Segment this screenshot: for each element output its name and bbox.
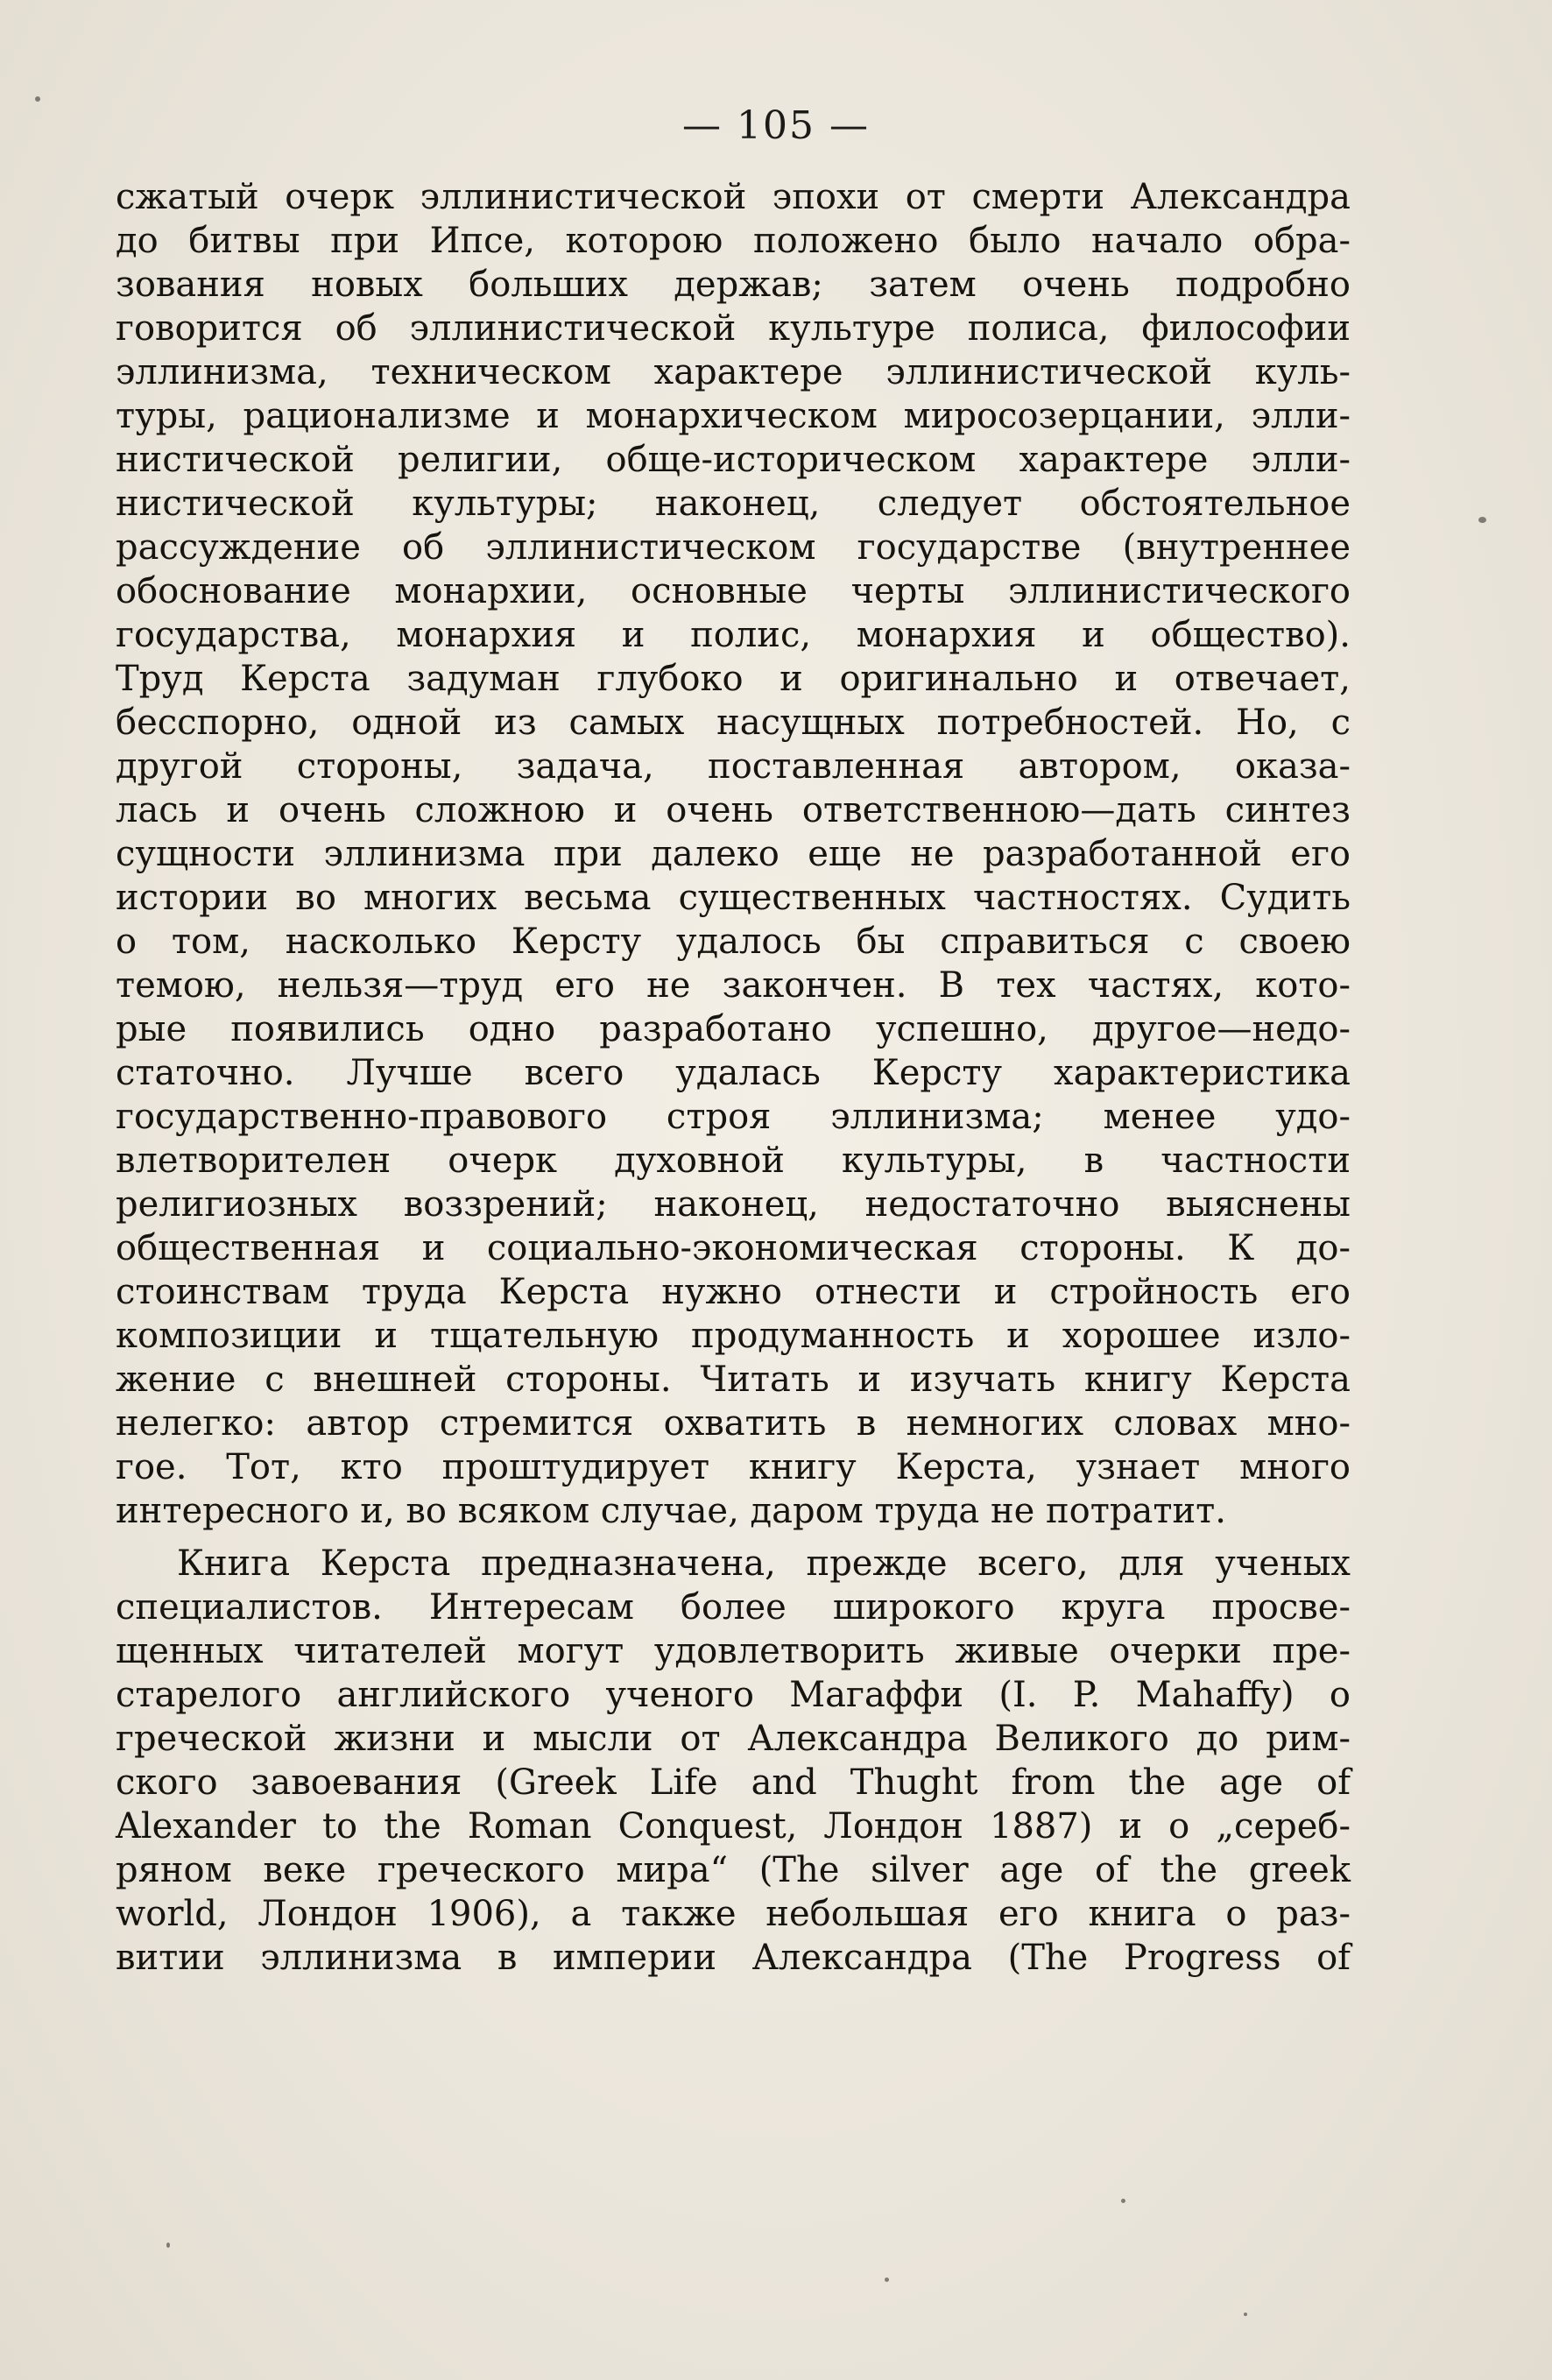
text-line: нистической религии, обще-историческом характере элли- [116, 440, 1351, 480]
text-line: о том, насколько Керсту удалось бы справиться с своею [116, 922, 1351, 962]
text-line: истории во многих весьма существенных частностях. Судить [116, 878, 1351, 918]
text-line: нистической культуры; наконец, следует обстоятельное [116, 484, 1351, 524]
paper-speck [1244, 2313, 1247, 2316]
text-line: рые появились одно разработано успешно, другое—недо- [116, 1009, 1351, 1049]
text-line: статочно. Лучше всего удалась Керсту характеристика [116, 1053, 1351, 1093]
page-number: — 105 — [682, 103, 870, 148]
text-line: государства, монархия и полис, монархия и общество). [116, 615, 1351, 655]
text-line: ского завоевания (Greek Life and Thught from the age of [116, 1762, 1351, 1803]
paragraph-gap [116, 1533, 1351, 1542]
text-line: сжатый очерк эллинистической эпохи от смерти Александра [116, 177, 1351, 217]
text-line: лась и очень сложною и очень ответственною—дать синтез [116, 790, 1351, 830]
text-line: религиозных воззрений; наконец, недостаточно выяснены [116, 1184, 1351, 1225]
text-line: щенных читателей могут удовлетворить живые очерки пре- [116, 1631, 1351, 1671]
text-line: говорится об эллинистической культуре полиса, философии [116, 308, 1351, 349]
text-line: туры, рационализме и монархическом миросозерцании, элли- [116, 396, 1351, 436]
text-line: старелого английского ученого Магаффи (I. P. Mahaffy) о [116, 1675, 1351, 1715]
text-line: витии эллинизма в империи Александра (The Progress of [116, 1938, 1351, 1978]
text-line: Труд Керста задуман глубоко и оригинально и отвечает, [116, 659, 1351, 699]
text-line: Alexander to the Roman Conquest, Лондон 1887) и о „сереб- [116, 1806, 1351, 1847]
paragraph-2 [116, 1542, 1351, 1980]
text-line: гое. Тот, кто проштудирует книгу Керста, узнает много [116, 1447, 1351, 1487]
text-line: влетворителен очерк духовной культуры, в частности [116, 1141, 1351, 1181]
text-line: темою, нельзя—труд его не закончен. В тех частях, кото- [116, 965, 1351, 1006]
text-line: Книга Керста предназначена, прежде всего, для ученых [177, 1543, 1351, 1584]
text-line: нелегко: автор стремится охватить в немногих словах мно- [116, 1403, 1351, 1444]
text-line: зования новых больших держав; затем очень подробно [116, 265, 1351, 305]
text-line: государственно-правового строя эллинизма; менее удо- [116, 1097, 1351, 1137]
text-line: греческой жизни и мысли от Александра Великого до рим- [116, 1719, 1351, 1759]
text-line: world, Лондон 1906), а также небольшая его книга о раз- [116, 1894, 1351, 1934]
body-text [116, 175, 1351, 1980]
text-line: эллинизма, техническом характере эллинистической куль- [116, 352, 1351, 392]
text-line: другой стороны, задача, поставленная автором, оказа- [116, 746, 1351, 787]
text-line: композиции и тщательную продуманность и хорошее изло- [116, 1316, 1351, 1356]
text-line: общественная и социально-экономическая стороны. К до- [116, 1228, 1351, 1268]
paragraph-1 [116, 175, 1351, 1533]
text-line: сущности эллинизма при далеко еще не разработанной его [116, 834, 1351, 874]
text-line: бесспорно, одной из самых насущных потребностей. Но, с [116, 703, 1351, 743]
text-line: обоснование монархии, основные черты эллинистического [116, 571, 1351, 611]
paper-speck [35, 96, 40, 102]
paper-speck [1478, 517, 1486, 523]
text-line: рассуждение об эллинистическом государстве (внутреннее [116, 527, 1351, 568]
text-line: стоинствам труда Керста нужно отнести и стройность его [116, 1272, 1351, 1312]
paper-speck [166, 2242, 170, 2248]
text-line: ряном веке греческого мира“ (The silver age of the greek [116, 1850, 1351, 1890]
paper-speck [885, 2278, 889, 2282]
text-line: интересного и, во всяком случае, даром труда не потратит. [116, 1491, 1226, 1531]
text-line: специалистов. Интересам более широкого круга просве- [116, 1587, 1351, 1628]
text-line: до битвы при Ипсе, которою положено было начало обра- [116, 221, 1351, 261]
paper-speck [1121, 2199, 1125, 2203]
text-line: жение с внешней стороны. Читать и изучать книгу Керста [116, 1359, 1351, 1400]
